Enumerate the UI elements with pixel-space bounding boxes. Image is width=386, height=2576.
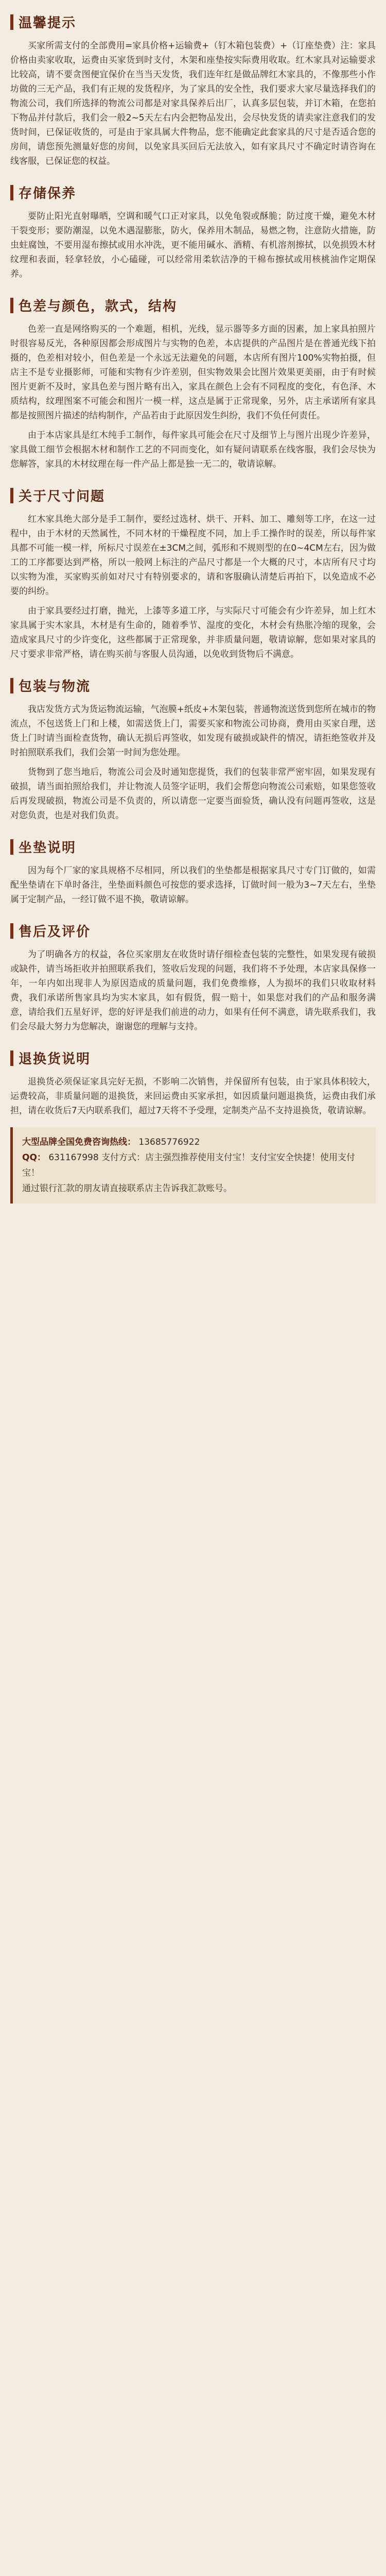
section-heading: [10, 837, 376, 856]
section-paragraph: 色差一直是网络购买的一个难题，相机，光线，显示器等多方面的因素，加上家具拍照片时很容易反光，各种原因都会形成图片与实物的色差，本店提供的产品图片是在普通光线下拍摄的，色差相对较小，但色差是一个永远无法避免的问题，本店所有图片100%实物拍摄，但店主不是专业摄影师，可能和实物有少许差别，但实物效果会比图片效果更美丽，由于有时候图片更新不及时，家具色差与图片略有出入，家具在颜色上会有不同程度的变化，有色泽、木质结构，纹理图案不可能会和图片一模一样，这点是属于正常现象，另外，店主承诺所有家具都是按照图片描述的结构制作，产品若由于此原因发生纠纷，我们不负任何责任。: [10, 324, 376, 421]
contact-bank-note: [22, 1181, 366, 1196]
section-cushion: [10, 837, 376, 907]
section-heading: [10, 1048, 376, 1067]
section-title: 色差与颜色，款式，结构: [19, 299, 178, 314]
contact-label: 大型品牌全国免费咨询热线：: [22, 1137, 136, 1147]
section-title: 温馨提示: [19, 15, 77, 31]
section-paragraph: 因为每个厂家的家具规格不尽相同，所以我们的坐垫都是根据家具尺寸专门订做的，如需配坐垫请在下单时备注，坐垫面料颜色可按您的要求选择，订做时间一般为3~7天左右，坐垫属于定制产品，一经订做不退不换，敬请谅解。: [10, 866, 376, 905]
section-heading: [10, 486, 376, 505]
section-title: 关于尺寸问题: [19, 489, 106, 504]
section-paragraph: 我店发货方式为货运物流运输，气泡膜+纸皮+木架包装，普通物流送货到您所在城市的物流点，不包送货上门和上楼，如需送货上门，需要买家和物流公司协商，费用由买家自理，送货上门时请当面检查货物，确认无损后再签收，如发现有破损或缺件的情况，请拒绝签收并及时拍照联系我们，我们会第一时间为您处理。: [10, 704, 376, 758]
heading-bar: [10, 488, 13, 503]
heading-bar: [10, 298, 13, 313]
section-paragraph: 退换货必须保证家具完好无损，不影响二次销售，并保留所有包装，由于家具体积较大，运费较高，非质量问题的退换货，来回运费由买家承担，如因质量问题退换货，运费由我们承担，请在收货后7天内联系我们，超过7天将不予受理，定制类产品不支持退换货，敬请谅解。: [10, 1077, 376, 1116]
section-heading: [10, 183, 376, 202]
page: [0, 0, 386, 1239]
heading-bar: [10, 185, 13, 200]
section-title: 售后及评价: [19, 924, 91, 940]
section-heading: [10, 676, 376, 695]
section-color: [10, 296, 376, 471]
section-tips: [10, 12, 376, 168]
section-title: 存储保养: [19, 186, 77, 201]
section-paragraph: 由于本店家具是红木纯手工制作，每件家具可能会在尺寸及细节上与图片出现少许差异，家具做工细节会根据木材和制作工艺的不同而变化，如有疑问请联系在线客服，我们会尽快为您解答，家具的木材纹理在每一件产品上都是独一无二的，敬请谅解。: [10, 430, 376, 469]
section-size: [10, 486, 376, 662]
section-aftersale: [10, 921, 376, 1034]
contact-hotline: [22, 1134, 366, 1150]
section-heading: [10, 921, 376, 940]
heading-bar: [10, 14, 13, 30]
heading-bar: [10, 1050, 13, 1066]
contact-value: 13685776922: [138, 1137, 200, 1147]
section-heading: [10, 296, 376, 315]
section-heading: [10, 12, 376, 31]
section-paragraph: 由于家具要经过打磨，抛光，上漆等多道工序，与实际尺寸可能会有少许差异，加上红木家具属于实木家具，木材是有生命的，随着季节、湿度的变化，木材会有热胀冷缩的现象，会造成家具尺寸的少许变化，这些都属于正常现象，并非质量问题，敬请谅解，您如果对家具的尺寸要求非常严格，请在购买前与客服人员沟通，以免收到货物后不满意。: [10, 606, 376, 659]
section-title: 退换货说明: [19, 1052, 91, 1067]
section-paragraph: 要防止阳光直射曝晒，空调和暖气口正对家具，以免龟裂或酥脆；防过度干燥，避免木材干裂变形；要防潮湿，以免木遇湿膨胀，防火，保养用木制品，易燃之物，注意防火措施，防虫蛀腐蚀，不要用湿布擦拭或用水冲洗，更不能用碱水、酒精、有机溶剂擦拭，以免损毁木材纹理和表面，轻拿轻放，小心磕碰，可以经常用柔软洁净的干棉布擦拭或用核桃油作定期保养。: [10, 211, 376, 279]
contact-label: QQ：: [22, 1153, 46, 1163]
contact-qq: [22, 1150, 366, 1181]
section-paragraph: 红木家具绝大部分是手工制作，要经过选材、烘干、开料、加工、雕刻等工序，在这一过程中，由于木材的天然属性，不同木材的干燥程度不同，加上手工操作时的误差，所以每件家具都不可能一模一样，所标尺寸误差在±3CM之间，弧形和不规则型的在0~4CM左右，因为做工的工序都要达到严格，所以一般网上标注的产品尺寸都是一个大概的尺寸，本店所有尺寸均以实物为准，买家购买前如对尺寸有特别要求的，请和客服确认清楚后再拍下，以免造成不必要的纠纷。: [10, 514, 376, 597]
contact-value: 通过银行汇款的朋友请直接联系店主告诉我汇款账号。: [22, 1183, 232, 1194]
section-title: 包装与物流: [19, 679, 91, 694]
contact-block: [10, 1127, 376, 1204]
section-paragraph: 为了明确各方的权益，各位买家朋友在收货时请仔细检查包装的完整性，如果发现有破损或缺件，请当场拒收并拍照联系我们，签收后发现的问题，我们将不予处理，本店家具保修一年，一年内如出现非人为原因造成的质量问题，我们免费维修，人为损坏的我们只收取材料费，我们承诺所售家具均为实木家具，如有假货，假一赔十，如果您对我们的产品和服务满意，请给我们五星好评，您的好评是我们前进的动力，如果有任何不满意，请先联系我们，我们会尽最大努力为您解决，谢谢您的理解与支持。: [10, 950, 376, 1032]
section-storage: [10, 183, 376, 281]
section-paragraph: 买家所需支付的全部费用=家具价格+运输费+（钉木箱包装费）+（订座垫费）注：家具价格由卖家收取，运费由买家货到时支付，木架和座垫按实际费用收取。红木家具对运输要求比较高，请不要贪图便宜保价在当当天发货，我们连年红是做品牌红木家具的，不像那些小作坊做的三无产品，我们有正规的发货程序，为了家具的安全性，我们要求大家尽量选择我们的物流公司，我们所选择的物流公司都是对家具保养后出厂，认真多层包装，并订木箱，在您拍下物品并付款后，我们会一般2~5天左右内会把物品发出，会尽快发货的请卖家注意我们的发货时间，已保证收货的，可是由于家具属大件物品，您不能确定此套家具的尺寸是否适合您的房间，请您预先测量好您的房间，以免家具买回后无法放入，如有家具尺寸不确定时请咨询在线客服，已保证您的权益。: [10, 41, 376, 166]
section-shipping: [10, 676, 376, 823]
heading-bar: [10, 839, 13, 855]
section-paragraph: 货物到了您当地后，物流公司会及时通知您提货，我们的包装非常严密牢固，如果发现有破损，请当面拍照给我们，并让物流人员签字证明，我们会帮您向物流公司索赔，如果您签收后再发现破损，物流公司是不负责的，所以请您一定要当面验货，确认没有问题再签收，这是对您负责，也是对我们负责。: [10, 767, 376, 821]
section-title: 坐垫说明: [19, 840, 77, 856]
section-returns: [10, 1048, 376, 1204]
heading-bar: [10, 678, 13, 693]
contact-value: 631167998 支付方式：店主强烈推荐使用支付宝！支付宝安全快捷！使用支付宝！: [22, 1153, 356, 1178]
heading-bar: [10, 923, 13, 939]
